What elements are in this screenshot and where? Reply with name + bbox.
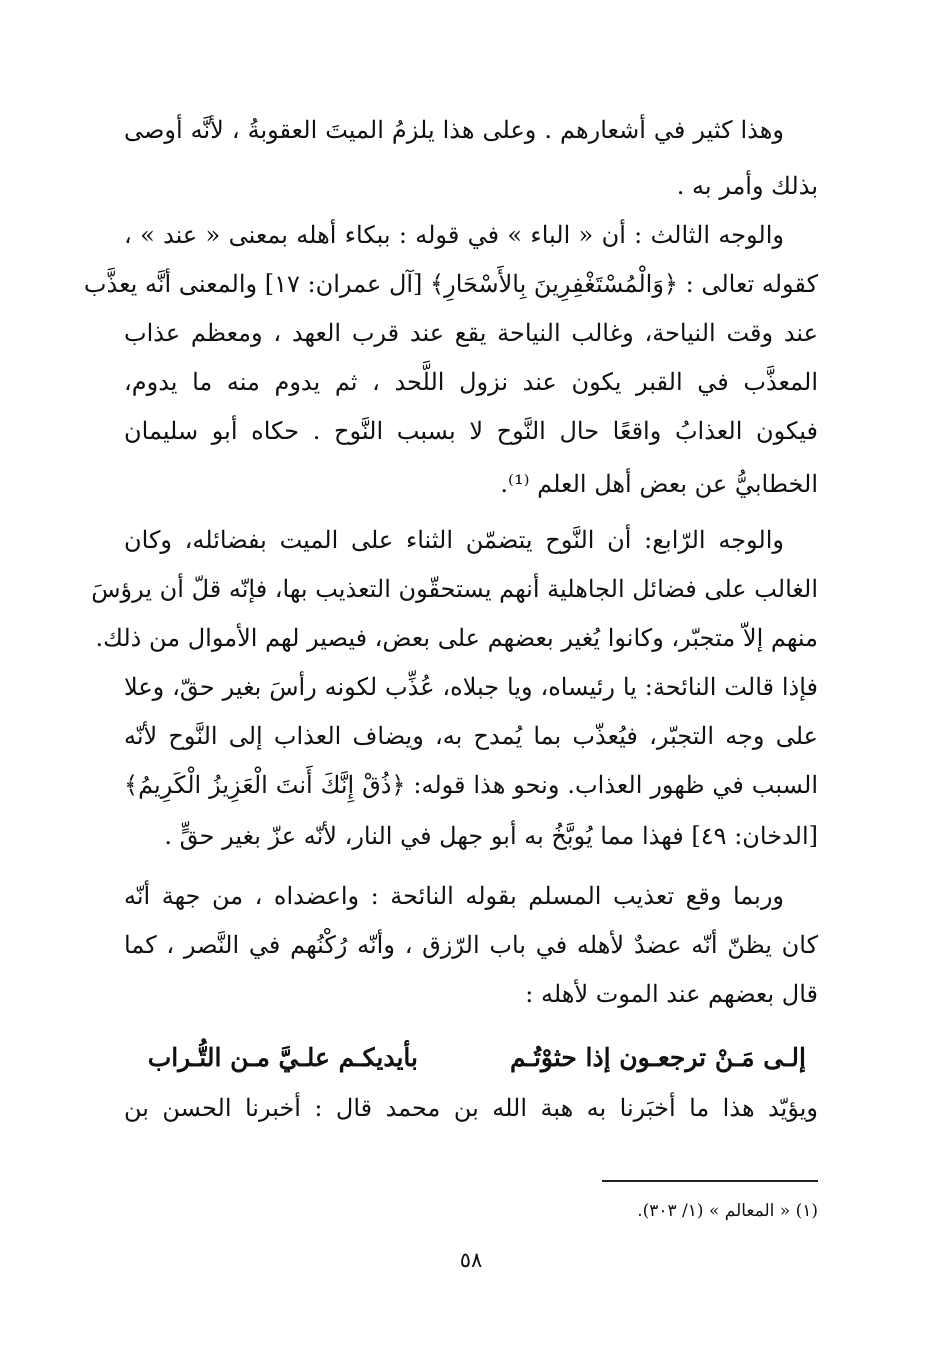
paragraph-line: الغالب على فضائل الجاهلية أنهم يستحقّون التعذيب بها، فإنّه قلّ أن يرؤسَ bbox=[91, 575, 818, 603]
paragraph-line: ويؤيّد هذا ما أخبَرنا به هبة الله بن محمد قال : أخبرنا الحسن بن bbox=[124, 1094, 818, 1122]
paragraph-line: وهذا كثير في أشعارهم . وعلى هذا يلزمُ الميتَ العقوبةُ ، لأنَّه أوصى bbox=[124, 116, 784, 144]
verse-hemistich-second: بأيديكـم علـيَّ مـن التُّـراب bbox=[147, 1043, 418, 1072]
paragraph-line: منهم إلاّ متجبّر، وكانوا يُغير بعضهم على بعض، فيصير لهم الأموال من ذلك. bbox=[95, 624, 818, 652]
footnote: (١) « المعالم » (١/ ٣٠٣). bbox=[637, 1201, 818, 1221]
paragraph-line: قال بعضهم عند الموت لأهله : bbox=[525, 980, 818, 1008]
page-number: ٥٨ bbox=[459, 1248, 483, 1272]
paragraph-line: كقوله تعالى : ﴿وَالْمُسْتَغْفِرِينَ بِالأَسْحَارِ﴾ [آل عمران: ١٧] والمعنى أنَّه يعذَّب bbox=[83, 270, 818, 298]
paragraph-line: بذلك وأمر به . bbox=[676, 172, 818, 200]
paragraph-line: والوجه الرّابع: أن النَّوح يتضمّن الثناء على الميت بفضائله، وكان bbox=[124, 526, 784, 554]
paragraph-line: كان يظنّ أنّه عضدٌ لأهله في باب الرّزق ، وأنّه رُكْنُهم في النَّصر ، كما bbox=[124, 931, 818, 959]
paragraph-line: فإذا قالت النائحة: يا رئيساه، ويا جبلاه، عُذِّب لكونه رأسَ بغير حقّ، وعلا bbox=[124, 673, 818, 701]
poetry-verse bbox=[124, 1030, 818, 1086]
paragraph-line: السبب في ظهور العذاب. ونحو هذا قوله: ﴿ذُقْ إِنَّكَ أَنتَ الْعَزِيزُ الْكَرِيمُ﴾ bbox=[124, 771, 818, 799]
paragraph-line: فيكون العذابُ واقعًا حال النَّوح لا بسبب النَّوح . حكاه أبو سليمان bbox=[124, 417, 818, 445]
paragraph-line: عند وقت النياحة، وغالب النياحة يقع عند قرب العهد ، ومعظم عذاب bbox=[124, 319, 818, 347]
paragraph-line: الخطابيُّ عن بعض أهل العلم ⁽¹⁾. bbox=[500, 470, 818, 498]
paragraph-line: والوجه الثالث : أن « الباء » في قوله : ببكاء أهله بمعنى « عند » ، bbox=[124, 221, 784, 249]
verse-hemistich-first: إلـى مَـنْ ترجعـون إذا حثوْتُـم bbox=[509, 1043, 806, 1072]
paragraph-line: [الدخان: ٤٩] فهذا مما يُوبَّخُ به أبو جهل في النار، لأنّه عزّ بغير حقٍّ . bbox=[164, 822, 818, 850]
paragraph-line: وربما وقع تعذيب المسلم بقوله النائحة : واعضداه ، من جهة أنّه bbox=[124, 882, 784, 910]
paragraph-line: المعذَّب في القبر يكون عند نزول اللَّحد ، ثم يدوم منه ما يدوم، bbox=[124, 368, 818, 396]
footnote-separator bbox=[602, 1180, 818, 1182]
paragraph-line: على وجه التجبّر، فيُعذّب بما يُمدح به، ويضاف العذاب إلى النَّوح لأنّه bbox=[124, 722, 818, 750]
